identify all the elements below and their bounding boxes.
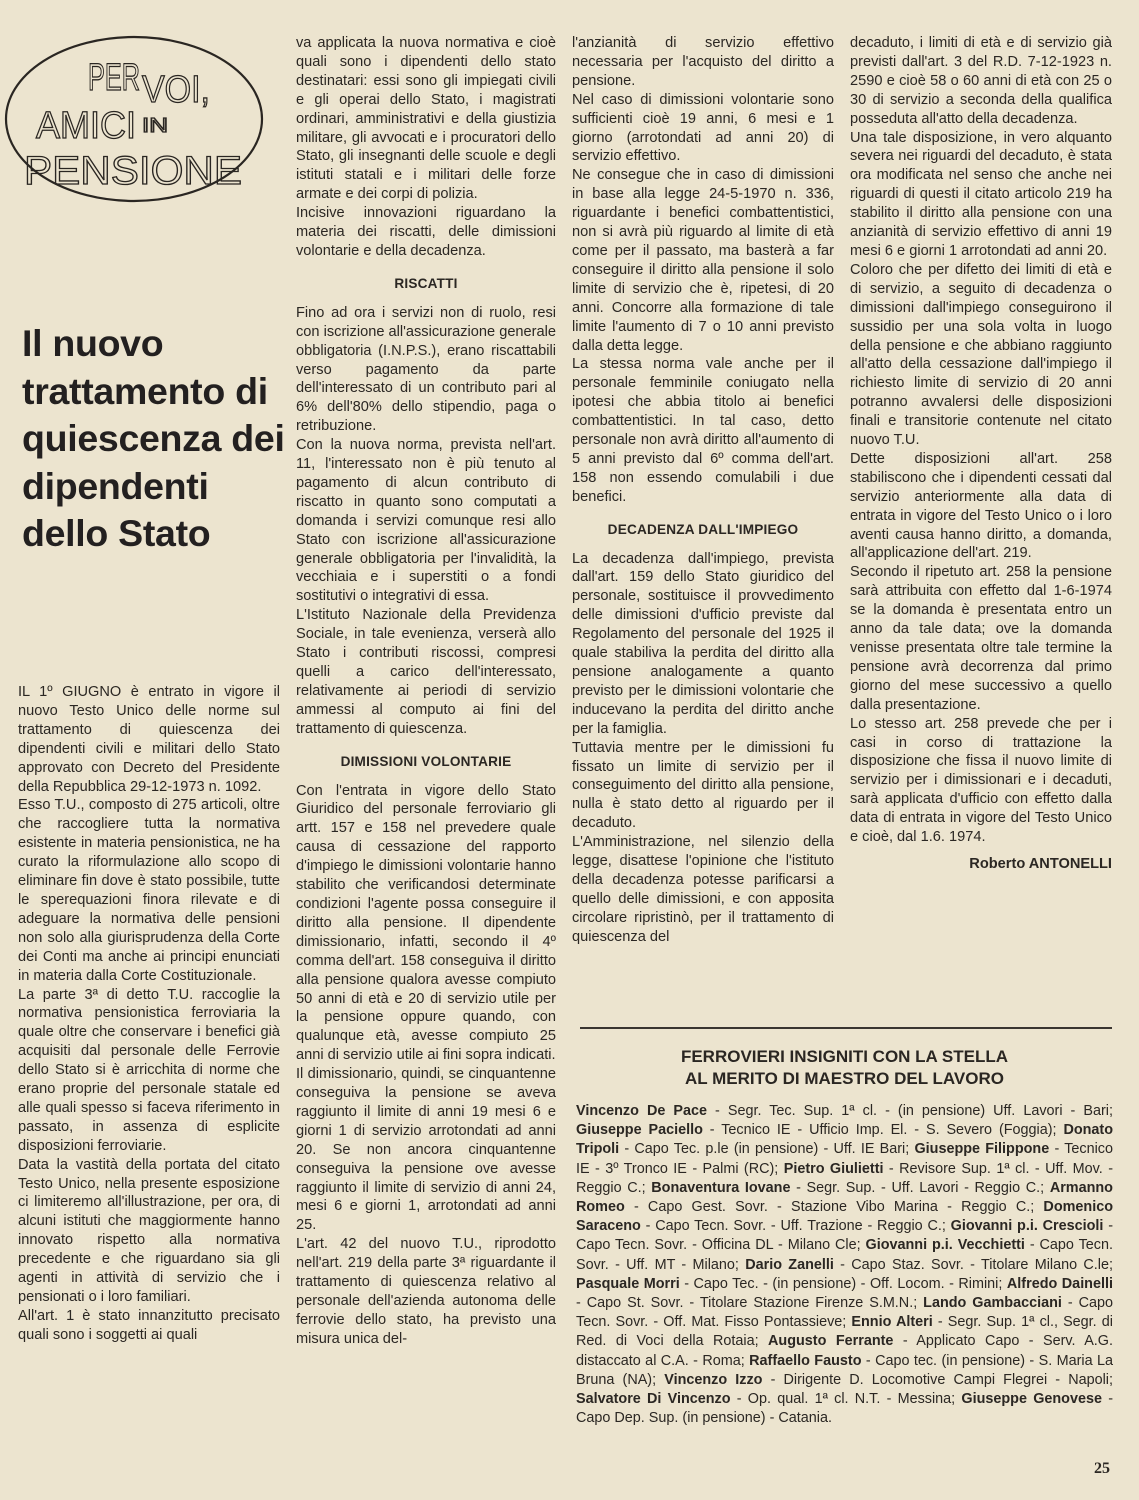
section-heading-decadenza: DECADENZA DALL'IMPIEGO	[607, 521, 799, 537]
paragraph: Il dimissionario, quindi, se cinquantenne conseguiva la pensione se aveva raggiunto il limite di anni 19 mesi 6 e giorni 1 di servizio arrotondati ad anni 20. Se non ancora cinquantenne conseguiva la pensione ove avesse raggiunto il limite di servizio di anni 24, mesi 6 e giorni 1, arrotondati ad anni 25.	[296, 1066, 556, 1234]
paragraph: Una tale disposizione, in vero alquanto severa nei riguardi del decaduto, è stata ora modificata nel senso che anche nei riguardi di questi il citato articolo 219 ha stabilito il diritto alla pensione con una anzianità di servizio effettivo di anni 19 mesi 6 e giorni 1 arrotondati ad anni 20.	[850, 129, 1112, 259]
award-recipient-name: Giuseppe Paciello	[576, 1122, 703, 1139]
award-recipient-info: - Capo Tecn. Sovr. - Off. Mat. Fisso Pontassieve;	[576, 1295, 1114, 1331]
award-recipient-name: Donato Tripoli	[576, 1122, 1114, 1158]
per-voi-amici-in-pensione-logo	[2, 32, 267, 207]
award-recipient-info: - Capo Dep. Sup. (in pensione) - Catania.	[576, 1391, 1114, 1427]
award-recipient-info: - Capo Tec. - (in pensione) - Off. Locom. - Rimini;	[679, 1275, 1007, 1292]
page-number: 25	[1094, 1460, 1110, 1477]
logo-amici: AMICI	[36, 105, 136, 147]
paragraph: Dette disposizioni all'art. 258 stabiliscono che i dipendenti cessati dal servizio anteriormente alla data di entrata in vigore del Testo Unico o i loro aventi causa hanno diritto, a domanda, all'applicazione dell'art. 219.	[850, 450, 1112, 562]
logo-per: PER	[88, 57, 140, 99]
paragraph: Tuttavia mentre per le dimissioni fu fissato un limite di servizio per il conseguimento del diritto alla pensione, nulla è stato detto al riguardo per il decaduto.	[572, 739, 834, 832]
award-recipient-info: - Tecnico IE - Ufficio Imp. El. - S. Severo (Foggia);	[702, 1122, 1064, 1139]
awards-title-line-2: AL MERITO DI MAESTRO DEL LAVORO	[685, 1069, 1004, 1088]
award-recipient-info: - Op. qual. 1ª cl. N.T. - Messina;	[730, 1391, 962, 1408]
paragraph: Con l'entrata in vigore dello Stato Giuridico del personale ferroviario gli artt. 157 e 158 nel prevedere quale causa di cessazione del rapporto d'impiego le dimissioni volontarie hanno stabilito che verificandosi determinate condizioni l'agente possa conseguire il diritto alla pensione. Il dipendente dimissionario, infatti, secondo il 4º comma dell'art. 158 conseguiva il diritto alla pensione qualora avesse compiuto 50 anni di età e 20 di servizio utile per la pensione oppure quando, con qualunque età, avesse compiuto 25 anni di servizio utile ai fini sopra indicati.	[296, 782, 556, 1064]
paragraph: Secondo il ripetuto art. 258 la pensione sarà attribuita con effetto dal 1-6-1974 se la domanda è presentata entro un anno da tale data; ove la domanda venisse presentata oltre tale termine la pensione avrà decorrenza dal primo giorno del mese successivo a quello dalla presentazione.	[850, 564, 1112, 713]
award-recipient-name: Giuseppe Filippone	[914, 1141, 1050, 1158]
paragraph: L'Istituto Nazionale della Previdenza Sociale, in tale evenienza, verserà allo Stato i contributi riscossi, compresi quelli a carico dell'interessato, relativamente ai periodi di servizio ammessi al computo ai fini del trattamento di quiescenza.	[296, 607, 556, 737]
paragraph: Esso T.U., composto di 275 articoli, oltre che raccogliere tutta la normativa esistente in materia pensionistica, ne ha curato la riformulazione allo scopo di eliminare fin dove è stato possibile, tutte le sperequazioni finora rilevate e di adeguare la normativa delle pensioni non solo alla giurisprudenza della Corte dei Conti ma anche ai principi enunciati in materia dalla Corte Costituzionale.	[18, 797, 280, 984]
award-recipient-name: Pasquale Morri	[576, 1275, 680, 1292]
award-recipient-name: Salvatore Di Vincenzo	[576, 1391, 731, 1408]
award-recipient-info: - Applicato Capo - Serv. A.G. distaccato al C.A. - Roma;	[576, 1333, 1113, 1369]
award-recipient-name: Vincenzo De Pace	[576, 1103, 707, 1119]
paragraph: La parte 3ª di detto T.U. raccoglie la normativa pensionistica ferroviaria la quale oltre che conservare i benefici già acquisiti dal personale delle Ferrovie dello Stato si è arricchita di norme che erano proprie del personale statale ed alle quali spesso si faceva riferimento in passato, in assenza di esplicite disposizioni ferroviarie.	[18, 986, 280, 1154]
paragraph: Incisive innovazioni riguardano la materia dei riscatti, delle dimissioni volontarie e della decadenza.	[296, 205, 556, 259]
awards-title-line-1: FERROVIERI INSIGNITI CON LA STELLA	[680, 1047, 1009, 1066]
award-recipient-info: - Capo Tec. p.le (in pensione) - Uff. IE Bari;	[619, 1141, 915, 1158]
author-signature: Roberto ANTONELLI	[969, 855, 1112, 872]
paragraph: Coloro che per difetto dei limiti di età e di servizio, a seguito di decadenza o dimissioni dall'impiego conseguirono il sussidio per una sola volta in luogo della pensione e che abbiano raggiunto all'atto della cessazione dall'impiego il richiesto limite di servizio di 20 anni potranno avvalersi delle disposizioni finali e transitorie contenute nel citato nuovo T.U.	[850, 261, 1112, 449]
paragraph: Con la nuova norma, prevista nell'art. 11, l'interessato non è più tenuto al pagamento di alcun contributo di riscatto in quanto sono computati a domanda i servizi comunque resi allo Stato con iscrizione all'assicurazione generale obbligatoria per l'invalidità, la vecchiaia e i superstiti o a fondi sostitutivi o integrativi di essa.	[296, 437, 556, 605]
award-recipient-name: Giuseppe Genovese	[961, 1391, 1102, 1408]
paragraph: La stessa norma vale anche per il personale femminile coniugato nella ipotesi che abbia titolo ai benefici combattentistici. In tal caso, detto personale non avrà diritto all'aumento di 5 anni previsto dal 6º comma dell'art. 158 non essendo comulabili i due benefici.	[572, 356, 834, 505]
award-recipient-name: Augusto Ferrante	[768, 1333, 894, 1350]
logo-pensione: PENSIONE	[24, 149, 242, 193]
paragraph: Lo stesso art. 258 prevede che per i casi in corso di trattazione la disposizione che fissa il nuovo limite di servizio per i dimissionari e i decaduti, sarà applicata d'ufficio con effetto dalla data di entrata in vigore del Testo Unico e cioè, dal 1.6. 1974.	[850, 715, 1112, 846]
award-recipient-name: Giovanni p.i. Vecchietti	[865, 1237, 1025, 1254]
awards-box	[576, 1046, 1113, 1428]
section-divider	[580, 1027, 1112, 1029]
paragraph: La decadenza dall'impiego, prevista dall'art. 159 dello Stato giuridico del personale, sostituisce il provvedimento delle dimissioni d'ufficio previste dal Regolamento del personale del 1925 il quale stabiliva la perdita del diritto alla pensione analogamente a quanto previsto per le dimissioni volontarie che inducevano la perdita del diritto anche per la famiglia.	[572, 550, 834, 737]
award-recipient-name: Domenico Saraceno	[576, 1199, 1113, 1235]
article-headline: Il nuovo trattamento di quiescenza dei dipendenti dello Stato	[22, 322, 285, 555]
award-recipient-name: Pietro Giulietti	[783, 1160, 884, 1177]
award-recipient-name: Armanno Romeo	[576, 1179, 1113, 1216]
article-column-3	[572, 34, 834, 947]
paragraph: Nel caso di dimissioni volontarie sono sufficienti cioè 19 anni, 6 mesi e 1 giorno (arrotondati ad anni 20) di servizio effettivo.	[572, 91, 834, 165]
award-recipient-info: - Tecnico IE - 3º Tronco IE - Palmi (RC);	[576, 1141, 1113, 1177]
award-recipient-info: - Capo tec. (in pensione) - S. Maria La Bruna (NA);	[576, 1352, 1113, 1388]
award-recipient-info: - Capo Tecn. Sovr. - Uff. MT - Milano;	[576, 1237, 1113, 1273]
paragraph: l'anzianità di servizio effettivo necessaria per l'acquisto del diritto a pensione.	[572, 35, 834, 89]
award-recipient-info: - Segr. Sup. - Uff. Lavori - Reggio C.;	[790, 1179, 1050, 1196]
award-recipient-info: - Capo Gest. Sovr. - Stazione Vibo Marina - Reggio C.;	[624, 1199, 1044, 1216]
paragraph: Fino ad ora i servizi non di ruolo, resi con iscrizione all'assicurazione generale obbligatoria (I.N.P.S.), erano riscattabili verso pagamento da parte dell'interessato di un contributo pari al 6% dell'80% dello stipendio, paga o retribuzione.	[296, 304, 556, 435]
award-recipient-info: - Segr. Sup. 1ª cl., Segr. di Red. di Voci della Rotaia;	[576, 1314, 1113, 1350]
award-recipient-info: - Capo Staz. Sovr. - Titolare Milano C.le;	[833, 1256, 1113, 1273]
award-recipient-info: - Capo Tecn. Sovr. - Uff. Trazione - Reggio C.;	[640, 1218, 951, 1235]
logo-in: IN	[142, 115, 168, 137]
section-heading-riscatti: RISCATTI	[394, 275, 458, 291]
article-column-1	[18, 683, 280, 1345]
paragraph: va applicata la nuova normativa e cioè quali sono i dipendenti dello stato destinatari: essi sono gli impiegati civili e gli operai dello Stato, i magistrati ordinari, amministrativi e della giustizia militare, gli avvocati e i procuratori dello Stato, gli insegnanti delle scuole e degli istituti statali e i militari delle forze armate e dei corpi di polizia.	[296, 35, 556, 203]
paragraph: All'art. 1 è stato innanzitutto precisato quali sono i soggetti ai quali	[18, 1307, 280, 1343]
award-recipient-info: - Revisore Sup. 1ª cl. - Uff. Mov. - Reggio C.;	[576, 1160, 1113, 1196]
award-recipient-name: Ennio Alteri	[851, 1314, 933, 1331]
award-recipient-info: - Dirigente D. Locomotive Campi Flegrei - Napoli;	[762, 1371, 1113, 1388]
award-recipient-name: Vincenzo Izzo	[664, 1371, 763, 1388]
paragraph: Data la vastità della portata del citato Testo Unico, nella presente esposizione ci limiteremo all'illustrazione, per ora, di alcuni istituti che maggiormente hanno innovato rispetto alla normativa precedente e che riguardano sia gli agenti in attività di servizio che i pensionati o i loro familiari.	[18, 1156, 280, 1305]
article-column-2	[296, 34, 556, 1349]
award-recipient-name: Lando Gambacciani	[923, 1295, 1062, 1312]
award-recipient-name: Bonaventura Iovane	[651, 1179, 791, 1196]
award-recipient-info: - Segr. Tec. Sup. 1ª cl. - (in pensione) Uff. Lavori - Bari;	[706, 1103, 1113, 1119]
paragraph: Ne consegue che in caso di dimissioni in base alla legge 24-5-1970 n. 336, riguardante i benefici combattentistici, non si avrà più riguardo al limite di età come per il passato, ma basterà a far conseguire il diritto alla pensione il solo limite di servizio che è, ripetesi, di 20 anni. Concorre alla formazione di tale limite l'aumento di 7 o 10 anni previsto dalla detta legge.	[572, 167, 834, 354]
award-recipient-info: - Capo Tecn. Sovr. - Officina DL - Milano Cle;	[576, 1218, 1114, 1254]
paragraph: L'Amministrazione, nel silenzio della legge, disattese l'opinione che l'istituto della decadenza potesse parificarsi a quello delle dimissioni, e con apposita circolare ripristinò, per il trattamento di quiescenza del	[572, 834, 834, 945]
logo-voi: VOI,	[142, 69, 210, 111]
award-recipient-info: - Capo St. Sovr. - Titolare Stazione Firenze S.M.N.;	[576, 1295, 924, 1312]
award-recipient-name: Alfredo Dainelli	[1006, 1275, 1113, 1292]
paragraph: L'art. 42 del nuovo T.U., riprodotto nell'art. 219 della parte 3ª riguardante il trattamento di quiescenza relativo al personale dell'azienda autonoma delle ferrovie dello stato, ha previsto una misura unica del-	[296, 1236, 556, 1347]
awards-list	[576, 1102, 1113, 1428]
award-recipient-name: Giovanni p.i. Crescioli	[950, 1218, 1104, 1235]
section-heading-dimissioni: DIMISSIONI VOLONTARIE	[340, 753, 512, 769]
award-recipient-name: Dario Zanelli	[745, 1256, 834, 1273]
article-column-4	[850, 34, 1112, 874]
award-recipient-name: Raffaello Fausto	[749, 1352, 862, 1369]
paragraph: IL 1º GIUGNO è entrato in vigore il nuovo Testo Unico delle norme sul trattamento di quiescenza dei dipendenti civili e militari dello Stato approvato con Decreto del Presidente della Repubblica 29-12-1973 n. 1092.	[18, 684, 280, 795]
paragraph: decaduto, i limiti di età e di servizio già previsti dall'art. 3 del R.D. 7-12-1923 n. 2590 e cioè 58 o 60 anni di età con 25 o 30 di servizio a seconda della qualifica posseduta all'atto della decadenza.	[850, 35, 1112, 127]
awards-title	[576, 1046, 1113, 1090]
